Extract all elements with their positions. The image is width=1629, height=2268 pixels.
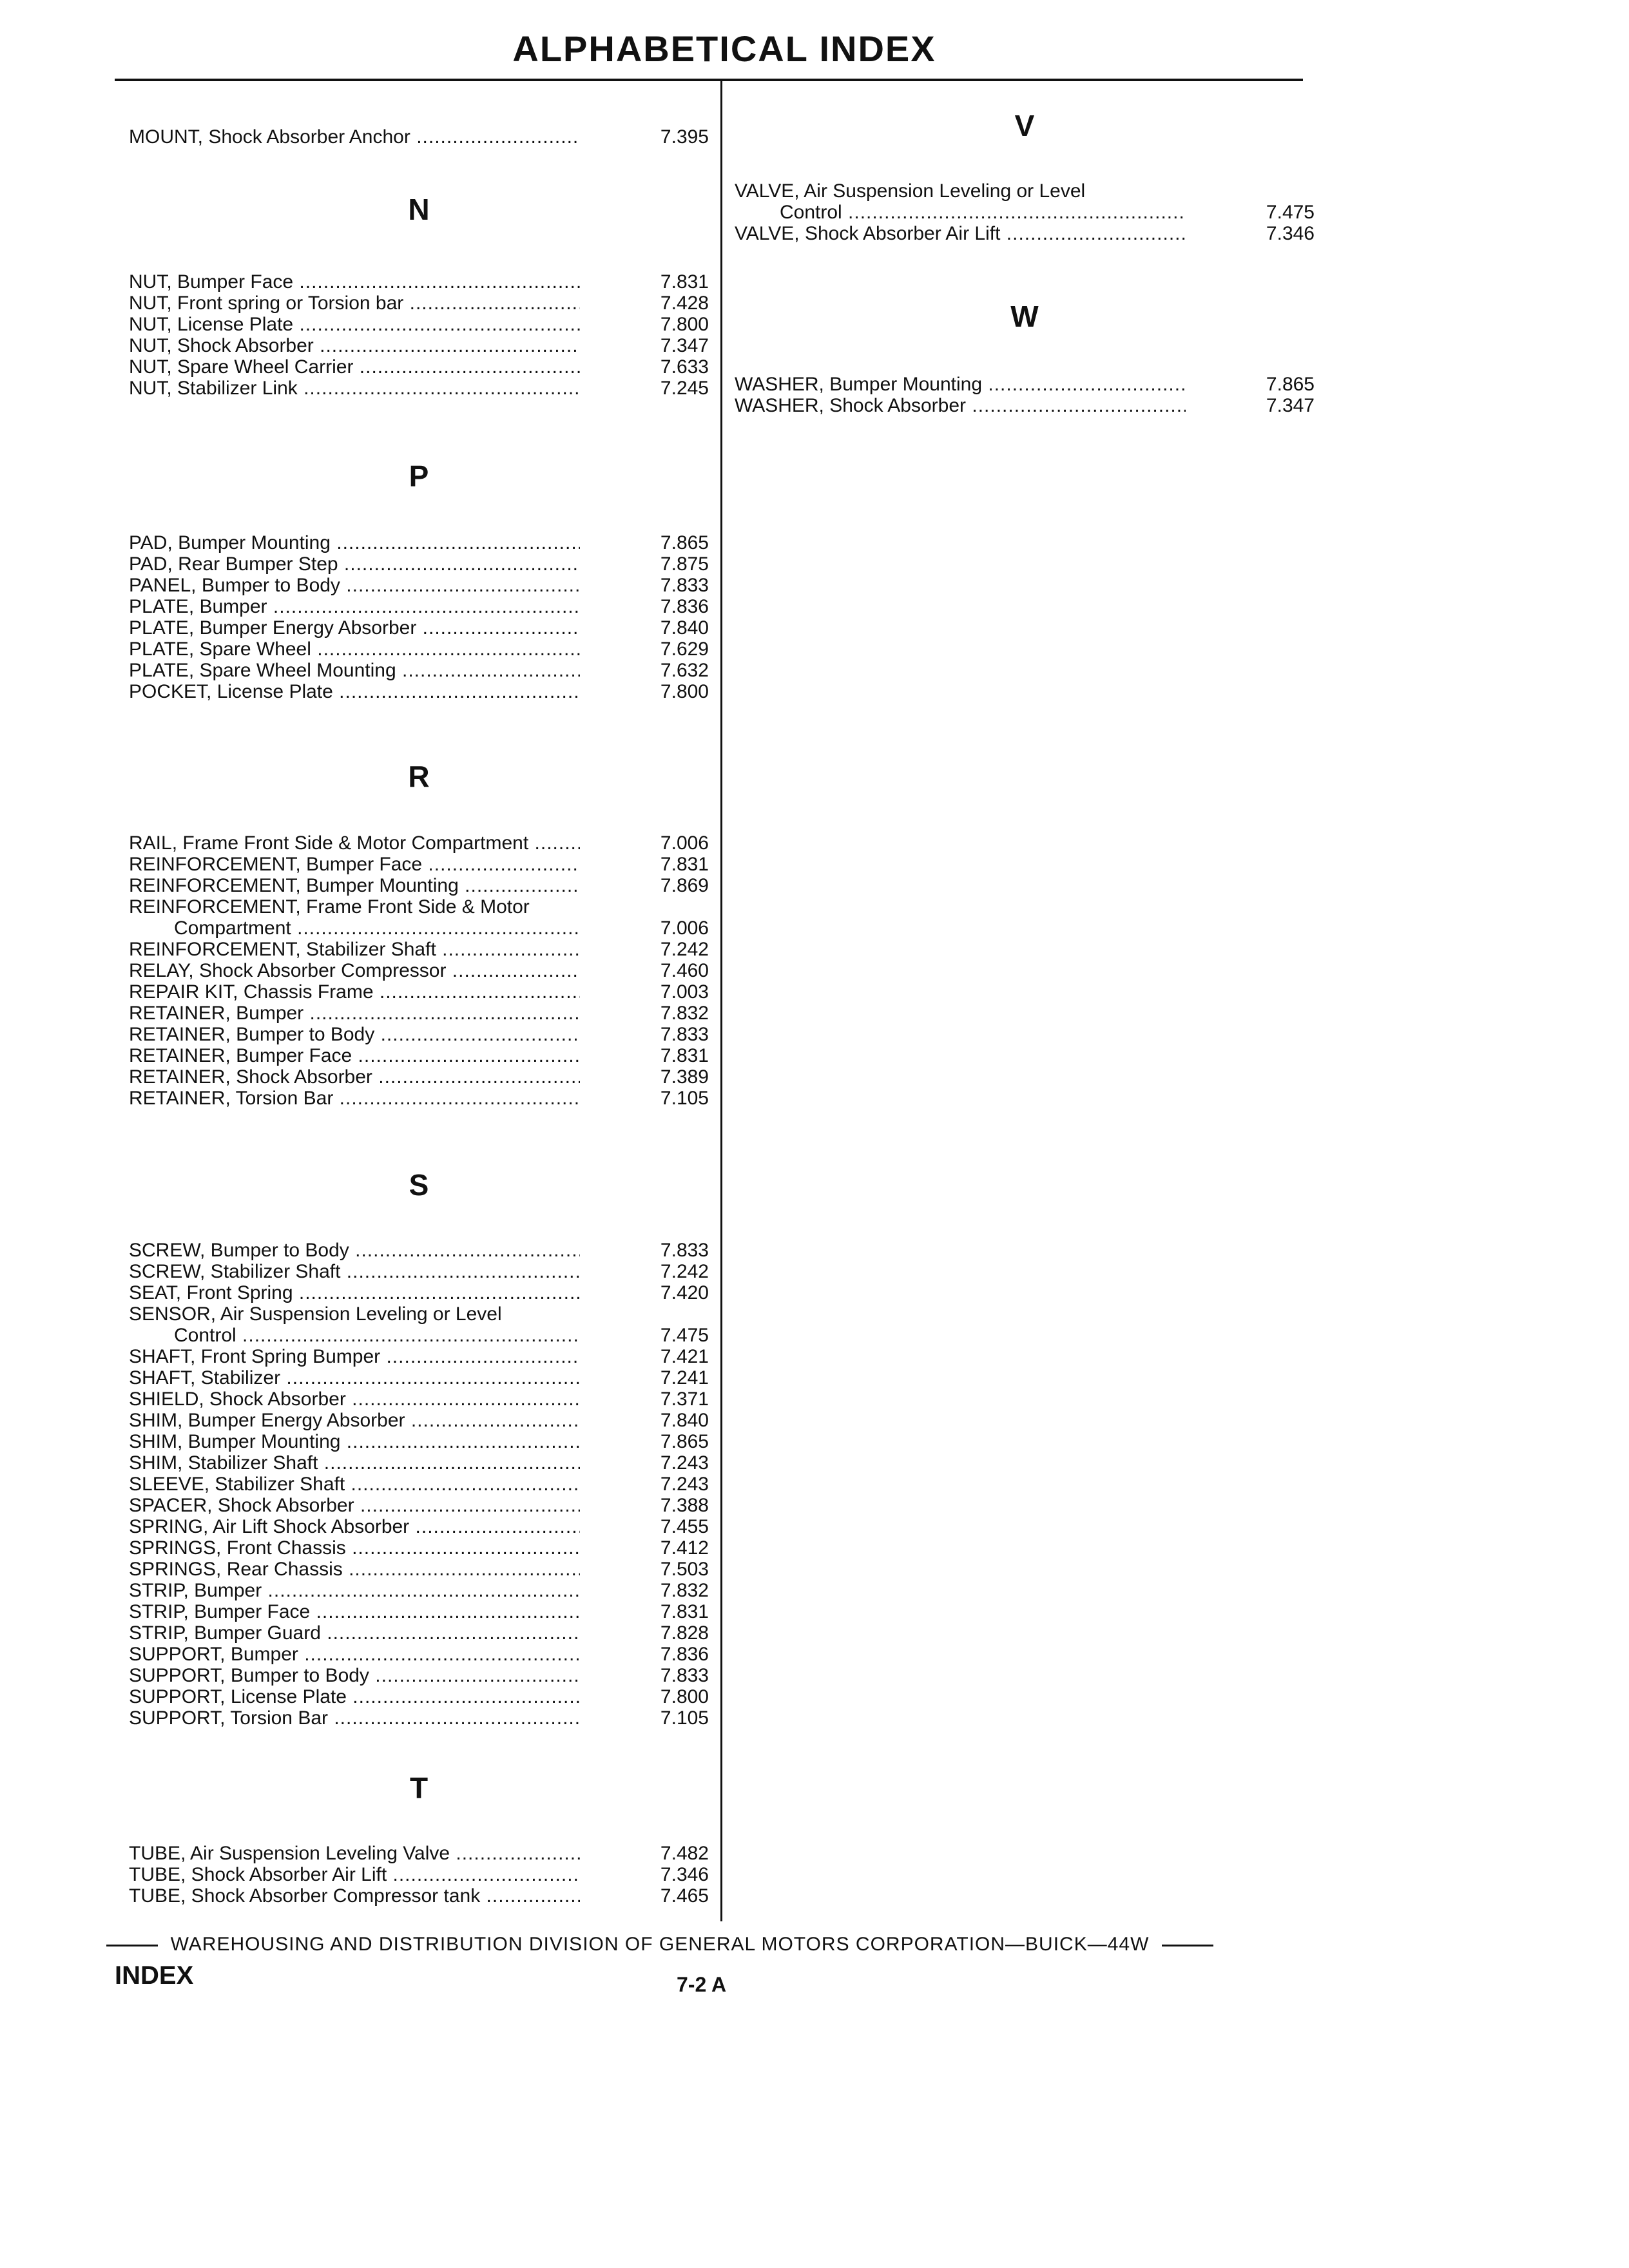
index-entry-page: 7.840 bbox=[660, 617, 709, 639]
index-entry-page: 7.346 bbox=[1266, 223, 1315, 244]
index-entry bbox=[129, 1045, 709, 1066]
index-entry bbox=[129, 1885, 709, 1907]
index-entry-label: Control ..... bbox=[780, 202, 1186, 223]
index-entry-page: 7.346 bbox=[660, 1864, 709, 1885]
index-entry-page: 7.105 bbox=[660, 1707, 709, 1729]
section-letter-r: R bbox=[408, 760, 430, 793]
index-entry-label: SCREW, Bumper to Body ..... bbox=[129, 1240, 580, 1261]
index-entry-page: 7.833 bbox=[660, 1240, 709, 1261]
index-entry-label: SUPPORT, Bumper to Body ..... bbox=[129, 1665, 580, 1686]
index-entry bbox=[129, 1707, 709, 1729]
section-letter-n: N bbox=[408, 193, 430, 226]
index-entry-label: NUT, Shock Absorber ..... bbox=[129, 335, 580, 356]
index-entry bbox=[129, 1864, 709, 1885]
index-entry-page: 7.831 bbox=[660, 1045, 709, 1066]
index-entry-page: 7.503 bbox=[660, 1559, 709, 1580]
index-entry-page: 7.833 bbox=[660, 575, 709, 596]
index-entry-page: 7.371 bbox=[660, 1389, 709, 1410]
index-entry bbox=[129, 832, 709, 854]
index-entry-page: 7.632 bbox=[660, 660, 709, 681]
index-entry-label: SHIM, Stabilizer Shaft ..... bbox=[129, 1452, 580, 1474]
index-entry-label: PLATE, Spare Wheel ..... bbox=[129, 639, 580, 660]
index-entry-page: 7.633 bbox=[660, 356, 709, 378]
index-entry bbox=[129, 918, 709, 939]
index-entry bbox=[129, 126, 709, 148]
index-entry-label: Control ..... bbox=[174, 1325, 580, 1346]
index-entry bbox=[735, 180, 1315, 202]
index-entry-label: REINFORCEMENT, Stabilizer Shaft ..... bbox=[129, 939, 580, 960]
index-entry bbox=[129, 639, 709, 660]
index-entry bbox=[129, 553, 709, 575]
index-entry-page: 7.242 bbox=[660, 939, 709, 960]
index-entry-page: 7.420 bbox=[660, 1282, 709, 1303]
index-entry-label: PLATE, Bumper Energy Absorber ..... bbox=[129, 617, 580, 639]
index-entry bbox=[129, 896, 709, 918]
index-entry-label: REINFORCEMENT, Bumper Mounting ..... bbox=[129, 875, 580, 896]
index-entry bbox=[129, 1410, 709, 1431]
index-entry-label: REINFORCEMENT, Frame Front Side & Motor bbox=[129, 896, 530, 918]
index-entry bbox=[129, 1431, 709, 1452]
index-entry-label: PLATE, Bumper ..... bbox=[129, 596, 580, 617]
index-entry bbox=[735, 223, 1315, 244]
index-entry bbox=[129, 1024, 709, 1045]
index-entry bbox=[129, 356, 709, 378]
index-entry bbox=[129, 981, 709, 1003]
index-entry bbox=[129, 1474, 709, 1495]
index-entry-page: 7.465 bbox=[660, 1885, 709, 1907]
index-entry-label: RELAY, Shock Absorber Compressor ..... bbox=[129, 960, 580, 981]
index-entry-page: 7.869 bbox=[660, 875, 709, 896]
index-entry-label: WASHER, Shock Absorber ..... bbox=[735, 395, 1186, 416]
index-entry-label: SCREW, Stabilizer Shaft ..... bbox=[129, 1261, 580, 1282]
index-entry bbox=[129, 1686, 709, 1707]
index-entry-page: 7.865 bbox=[660, 1431, 709, 1452]
index-entry-label: RAIL, Frame Front Side & Motor Compartment ..... bbox=[129, 832, 580, 854]
index-entry-label: SUPPORT, Bumper ..... bbox=[129, 1644, 580, 1665]
index-entry bbox=[129, 1088, 709, 1109]
section-letter-s: S bbox=[409, 1168, 429, 1202]
index-entry-page: 7.828 bbox=[660, 1622, 709, 1644]
index-entry-page: 7.460 bbox=[660, 960, 709, 981]
footer-division-text: WAREHOUSING AND DISTRIBUTION DIVISION OF GENERAL MOTORS CORPORATION—BUICK—44W bbox=[170, 1934, 1150, 1955]
index-entry-page: 7.865 bbox=[660, 532, 709, 553]
footer-rule-right bbox=[1162, 1945, 1213, 1946]
index-entry bbox=[129, 293, 709, 314]
index-entry-label: PLATE, Spare Wheel Mounting ..... bbox=[129, 660, 580, 681]
index-entry bbox=[129, 378, 709, 399]
index-entry-page: 7.875 bbox=[660, 553, 709, 575]
index-entry-label: PAD, Bumper Mounting ..... bbox=[129, 532, 580, 553]
index-entry-page: 7.395 bbox=[660, 126, 709, 148]
index-entry bbox=[129, 617, 709, 639]
index-entry-label: SHAFT, Front Spring Bumper ..... bbox=[129, 1346, 580, 1367]
index-entry-page: 7.831 bbox=[660, 271, 709, 293]
index-entry-page: 7.421 bbox=[660, 1346, 709, 1367]
index-entry-label: Compartment ..... bbox=[174, 918, 580, 939]
index-entry-label: RETAINER, Torsion Bar ..... bbox=[129, 1088, 580, 1109]
index-entry-page: 7.006 bbox=[660, 832, 709, 854]
index-entry-label: SUPPORT, License Plate ..... bbox=[129, 1686, 580, 1707]
index-entry bbox=[129, 854, 709, 875]
index-entry bbox=[129, 1537, 709, 1559]
footer-rule-left bbox=[106, 1945, 158, 1946]
index-entry-label: NUT, License Plate ..... bbox=[129, 314, 580, 335]
index-entry-page: 7.832 bbox=[660, 1580, 709, 1601]
index-entry bbox=[129, 596, 709, 617]
index-entry-label: TUBE, Shock Absorber Air Lift ..... bbox=[129, 1864, 580, 1885]
index-entry bbox=[129, 1282, 709, 1303]
index-entry-page: 7.241 bbox=[660, 1367, 709, 1389]
index-entry-label: STRIP, Bumper ..... bbox=[129, 1580, 580, 1601]
index-entry-page: 7.800 bbox=[660, 1686, 709, 1707]
index-entry-page: 7.347 bbox=[660, 335, 709, 356]
index-entry bbox=[129, 1240, 709, 1261]
section-letter-w: W bbox=[1010, 300, 1039, 333]
index-entry-label: SENSOR, Air Suspension Leveling or Level bbox=[129, 1303, 502, 1325]
index-entry-label: SHIM, Bumper Mounting ..... bbox=[129, 1431, 580, 1452]
index-entry bbox=[129, 875, 709, 896]
index-entry-page: 7.242 bbox=[660, 1261, 709, 1282]
index-entry-label: REPAIR KIT, Chassis Frame ..... bbox=[129, 981, 580, 1003]
index-entry-label: NUT, Stabilizer Link ..... bbox=[129, 378, 580, 399]
index-entry bbox=[129, 1580, 709, 1601]
index-entry-page: 7.832 bbox=[660, 1003, 709, 1024]
page-title: ALPHABETICAL INDEX bbox=[512, 28, 936, 69]
index-entry-label: SHIELD, Shock Absorber ..... bbox=[129, 1389, 580, 1410]
index-entry bbox=[129, 939, 709, 960]
index-entry-page: 7.482 bbox=[660, 1843, 709, 1864]
index-entry bbox=[735, 374, 1315, 395]
footer-page-number: 7-2 A bbox=[677, 1973, 727, 1996]
index-entry bbox=[129, 660, 709, 681]
index-entry-page: 7.833 bbox=[660, 1024, 709, 1045]
index-entry bbox=[129, 1303, 709, 1325]
index-entry-page: 7.831 bbox=[660, 1601, 709, 1622]
index-entry-label: STRIP, Bumper Guard ..... bbox=[129, 1622, 580, 1644]
index-entry-label: STRIP, Bumper Face ..... bbox=[129, 1601, 580, 1622]
index-entry-page: 7.245 bbox=[660, 378, 709, 399]
index-entry-label: TUBE, Shock Absorber Compressor tank ..... bbox=[129, 1885, 580, 1907]
column-divider bbox=[720, 80, 722, 1921]
index-entry-label: PAD, Rear Bumper Step ..... bbox=[129, 553, 580, 575]
index-entry-page: 7.412 bbox=[660, 1537, 709, 1559]
index-entry-label: SHIM, Bumper Energy Absorber ..... bbox=[129, 1410, 580, 1431]
section-letter-p: P bbox=[409, 459, 429, 493]
index-entry bbox=[129, 1003, 709, 1024]
index-entry bbox=[129, 681, 709, 702]
index-entry bbox=[129, 1066, 709, 1088]
index-entry-label: SUPPORT, Torsion Bar ..... bbox=[129, 1707, 580, 1729]
index-entry bbox=[129, 1367, 709, 1389]
index-entry bbox=[129, 335, 709, 356]
index-entry-label: SPRINGS, Front Chassis ..... bbox=[129, 1537, 580, 1559]
index-entry-label: SPACER, Shock Absorber ..... bbox=[129, 1495, 580, 1516]
title-rule bbox=[115, 79, 1303, 81]
index-entry-label: VALVE, Air Suspension Leveling or Level bbox=[735, 180, 1086, 202]
index-entry bbox=[129, 532, 709, 553]
index-entry-page: 7.800 bbox=[660, 681, 709, 702]
index-entry-label: POCKET, License Plate ..... bbox=[129, 681, 580, 702]
index-entry-label: RETAINER, Shock Absorber ..... bbox=[129, 1066, 580, 1088]
index-entry-label: SLEEVE, Stabilizer Shaft ..... bbox=[129, 1474, 580, 1495]
index-entry bbox=[129, 1601, 709, 1622]
index-entry-label: SPRING, Air Lift Shock Absorber ..... bbox=[129, 1516, 580, 1537]
index-entry-page: 7.865 bbox=[1266, 374, 1315, 395]
index-entry-label: SHAFT, Stabilizer ..... bbox=[129, 1367, 580, 1389]
index-entry-label: REINFORCEMENT, Bumper Face ..... bbox=[129, 854, 580, 875]
index-entry-page: 7.455 bbox=[660, 1516, 709, 1537]
index-entry-label: NUT, Bumper Face ..... bbox=[129, 271, 580, 293]
index-entry bbox=[129, 960, 709, 981]
index-entry-label: NUT, Front spring or Torsion bar ..... bbox=[129, 293, 580, 314]
index-entry-label: MOUNT, Shock Absorber Anchor ..... bbox=[129, 126, 580, 148]
index-entry bbox=[129, 1665, 709, 1686]
index-entry-label: WASHER, Bumper Mounting ..... bbox=[735, 374, 1186, 395]
index-entry-label: RETAINER, Bumper ..... bbox=[129, 1003, 580, 1024]
index-entry-page: 7.388 bbox=[660, 1495, 709, 1516]
index-entry-page: 7.800 bbox=[660, 314, 709, 335]
index-entry-page: 7.840 bbox=[660, 1410, 709, 1431]
index-entry-page: 7.428 bbox=[660, 293, 709, 314]
index-entry-page: 7.003 bbox=[660, 981, 709, 1003]
index-entry bbox=[129, 1516, 709, 1537]
index-entry bbox=[129, 1452, 709, 1474]
index-entry-page: 7.105 bbox=[660, 1088, 709, 1109]
index-entry bbox=[129, 271, 709, 293]
index-entry-label: RETAINER, Bumper to Body ..... bbox=[129, 1024, 580, 1045]
index-entry-label: PANEL, Bumper to Body ..... bbox=[129, 575, 580, 596]
index-entry-page: 7.629 bbox=[660, 639, 709, 660]
index-entry bbox=[129, 1644, 709, 1665]
index-entry-label: SPRINGS, Rear Chassis ..... bbox=[129, 1559, 580, 1580]
index-entry bbox=[129, 1843, 709, 1864]
index-entry-page: 7.006 bbox=[660, 918, 709, 939]
section-letter-v: V bbox=[1014, 109, 1035, 142]
index-entry-page: 7.836 bbox=[660, 1644, 709, 1665]
index-entry bbox=[129, 1346, 709, 1367]
index-entry-page: 7.831 bbox=[660, 854, 709, 875]
index-entry-page: 7.836 bbox=[660, 596, 709, 617]
index-entry-page: 7.243 bbox=[660, 1474, 709, 1495]
index-entry bbox=[129, 1559, 709, 1580]
index-entry-label: RETAINER, Bumper Face ..... bbox=[129, 1045, 580, 1066]
index-entry-label: TUBE, Air Suspension Leveling Valve ..... bbox=[129, 1843, 580, 1864]
section-letter-t: T bbox=[409, 1771, 429, 1805]
index-entry bbox=[129, 1389, 709, 1410]
index-entry bbox=[129, 1325, 709, 1346]
index-entry-page: 7.475 bbox=[1266, 202, 1315, 223]
index-entry-label: VALVE, Shock Absorber Air Lift ..... bbox=[735, 223, 1186, 244]
index-entry-page: 7.243 bbox=[660, 1452, 709, 1474]
index-entry-page: 7.389 bbox=[660, 1066, 709, 1088]
index-entry-label: NUT, Spare Wheel Carrier ..... bbox=[129, 356, 580, 378]
index-entry bbox=[129, 1261, 709, 1282]
index-entry bbox=[129, 1495, 709, 1516]
index-entry bbox=[735, 395, 1315, 416]
index-entry-page: 7.347 bbox=[1266, 395, 1315, 416]
footer-section-label: INDEX bbox=[115, 1961, 194, 1990]
index-entry-label: SEAT, Front Spring ..... bbox=[129, 1282, 580, 1303]
index-entry bbox=[129, 575, 709, 596]
index-entry-page: 7.833 bbox=[660, 1665, 709, 1686]
index-entry bbox=[129, 314, 709, 335]
footer-division-line bbox=[0, 1933, 1320, 1956]
index-entry-page: 7.475 bbox=[660, 1325, 709, 1346]
index-entry bbox=[129, 1622, 709, 1644]
index-entry bbox=[735, 202, 1315, 223]
